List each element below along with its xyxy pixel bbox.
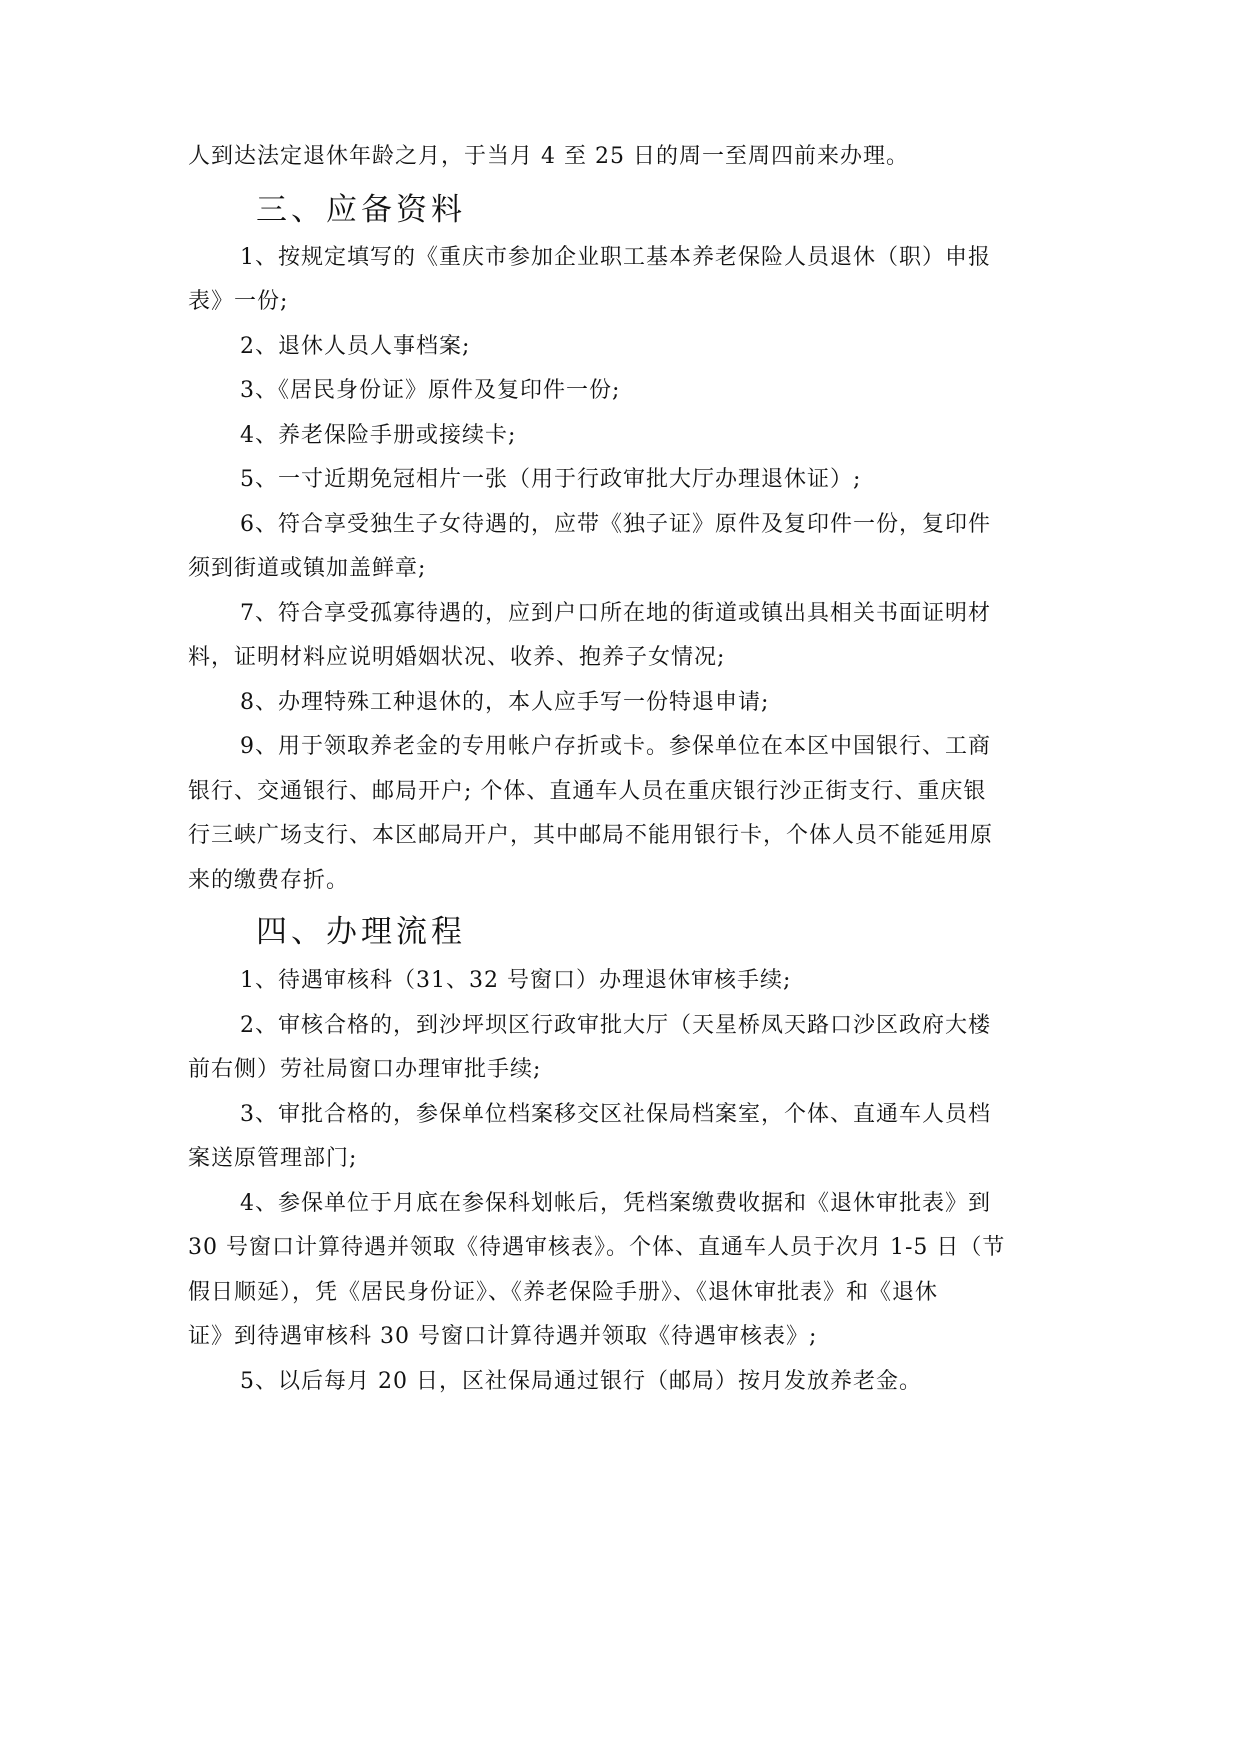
text-line: 7、符合享受孤寡待遇的，应到户口所在地的街道或镇出具相关书面证明材: [240, 601, 991, 626]
text-line: 案送原管理部门;: [188, 1146, 358, 1171]
section-heading-materials: 三、应备资料: [256, 192, 466, 228]
text-line: 5、以后每月 20 日，区社保局通过银行（邮局）按月发放养老金。: [240, 1369, 922, 1394]
text-line: 银行、交通银行、邮局开户; 个体、直通车人员在重庆银行沙正街支行、重庆银: [188, 779, 987, 804]
text-line: 证》到待遇审核科 30 号窗口计算待遇并领取《待遇审核表》;: [188, 1324, 818, 1349]
text-line: 8、办理特殊工种退休的，本人应手写一份特退申请;: [240, 690, 770, 715]
text-line: 3、审批合格的，参保单位档案移交区社保局档案室，个体、直通车人员档: [240, 1102, 991, 1127]
text-line: 1、按规定填写的《重庆市参加企业职工基本养老保险人员退休（职）申报: [240, 245, 991, 270]
text-line: 人到达法定退休年龄之月，于当月 4 至 25 日的周一至周四前来办理。: [188, 144, 909, 169]
text-line: 4、养老保险手册或接续卡;: [240, 423, 517, 448]
text-line: 表》一份;: [188, 289, 289, 314]
text-line: 3、《居民身份证》原件及复印件一份;: [240, 378, 621, 403]
text-line: 料，证明材料应说明婚姻状况、收养、抱养子女情况;: [188, 645, 726, 670]
text-line: 4、参保单位于月底在参保科划帐后，凭档案缴费收据和《退休审批表》到: [240, 1191, 991, 1216]
text-line: 9、用于领取养老金的专用帐户存折或卡。参保单位在本区中国银行、工商: [240, 734, 991, 759]
text-line: 2、退休人员人事档案;: [240, 334, 471, 359]
text-line: 须到街道或镇加盖鲜章;: [188, 556, 427, 581]
text-line: 5、一寸近期免冠相片一张（用于行政审批大厅办理退休证）;: [240, 467, 862, 492]
text-line: 前右侧）劳社局窗口办理审批手续;: [188, 1057, 542, 1082]
text-line: 来的缴费存折。: [188, 868, 350, 893]
section-heading-procedure: 四、办理流程: [256, 914, 466, 950]
text-line: 1、待遇审核科（31、32 号窗口）办理退休审核手续;: [240, 968, 792, 993]
text-line: 行三峡广场支行、本区邮局开户，其中邮局不能用银行卡，个体人员不能延用原: [188, 823, 994, 848]
text-line: 2、审核合格的，到沙坪坝区行政审批大厅（天星桥凤天路口沙区政府大楼: [240, 1013, 991, 1038]
text-line: 假日顺延），凭《居民身份证》、《养老保险手册》、《退休审批表》和《退休: [188, 1280, 939, 1305]
text-line: 6、符合享受独生子女待遇的，应带《独子证》原件及复印件一份，复印件: [240, 512, 991, 537]
text-line: 30 号窗口计算待遇并领取《待遇审核表》。个体、直通车人员于次月 1-5 日（节: [188, 1235, 1006, 1260]
